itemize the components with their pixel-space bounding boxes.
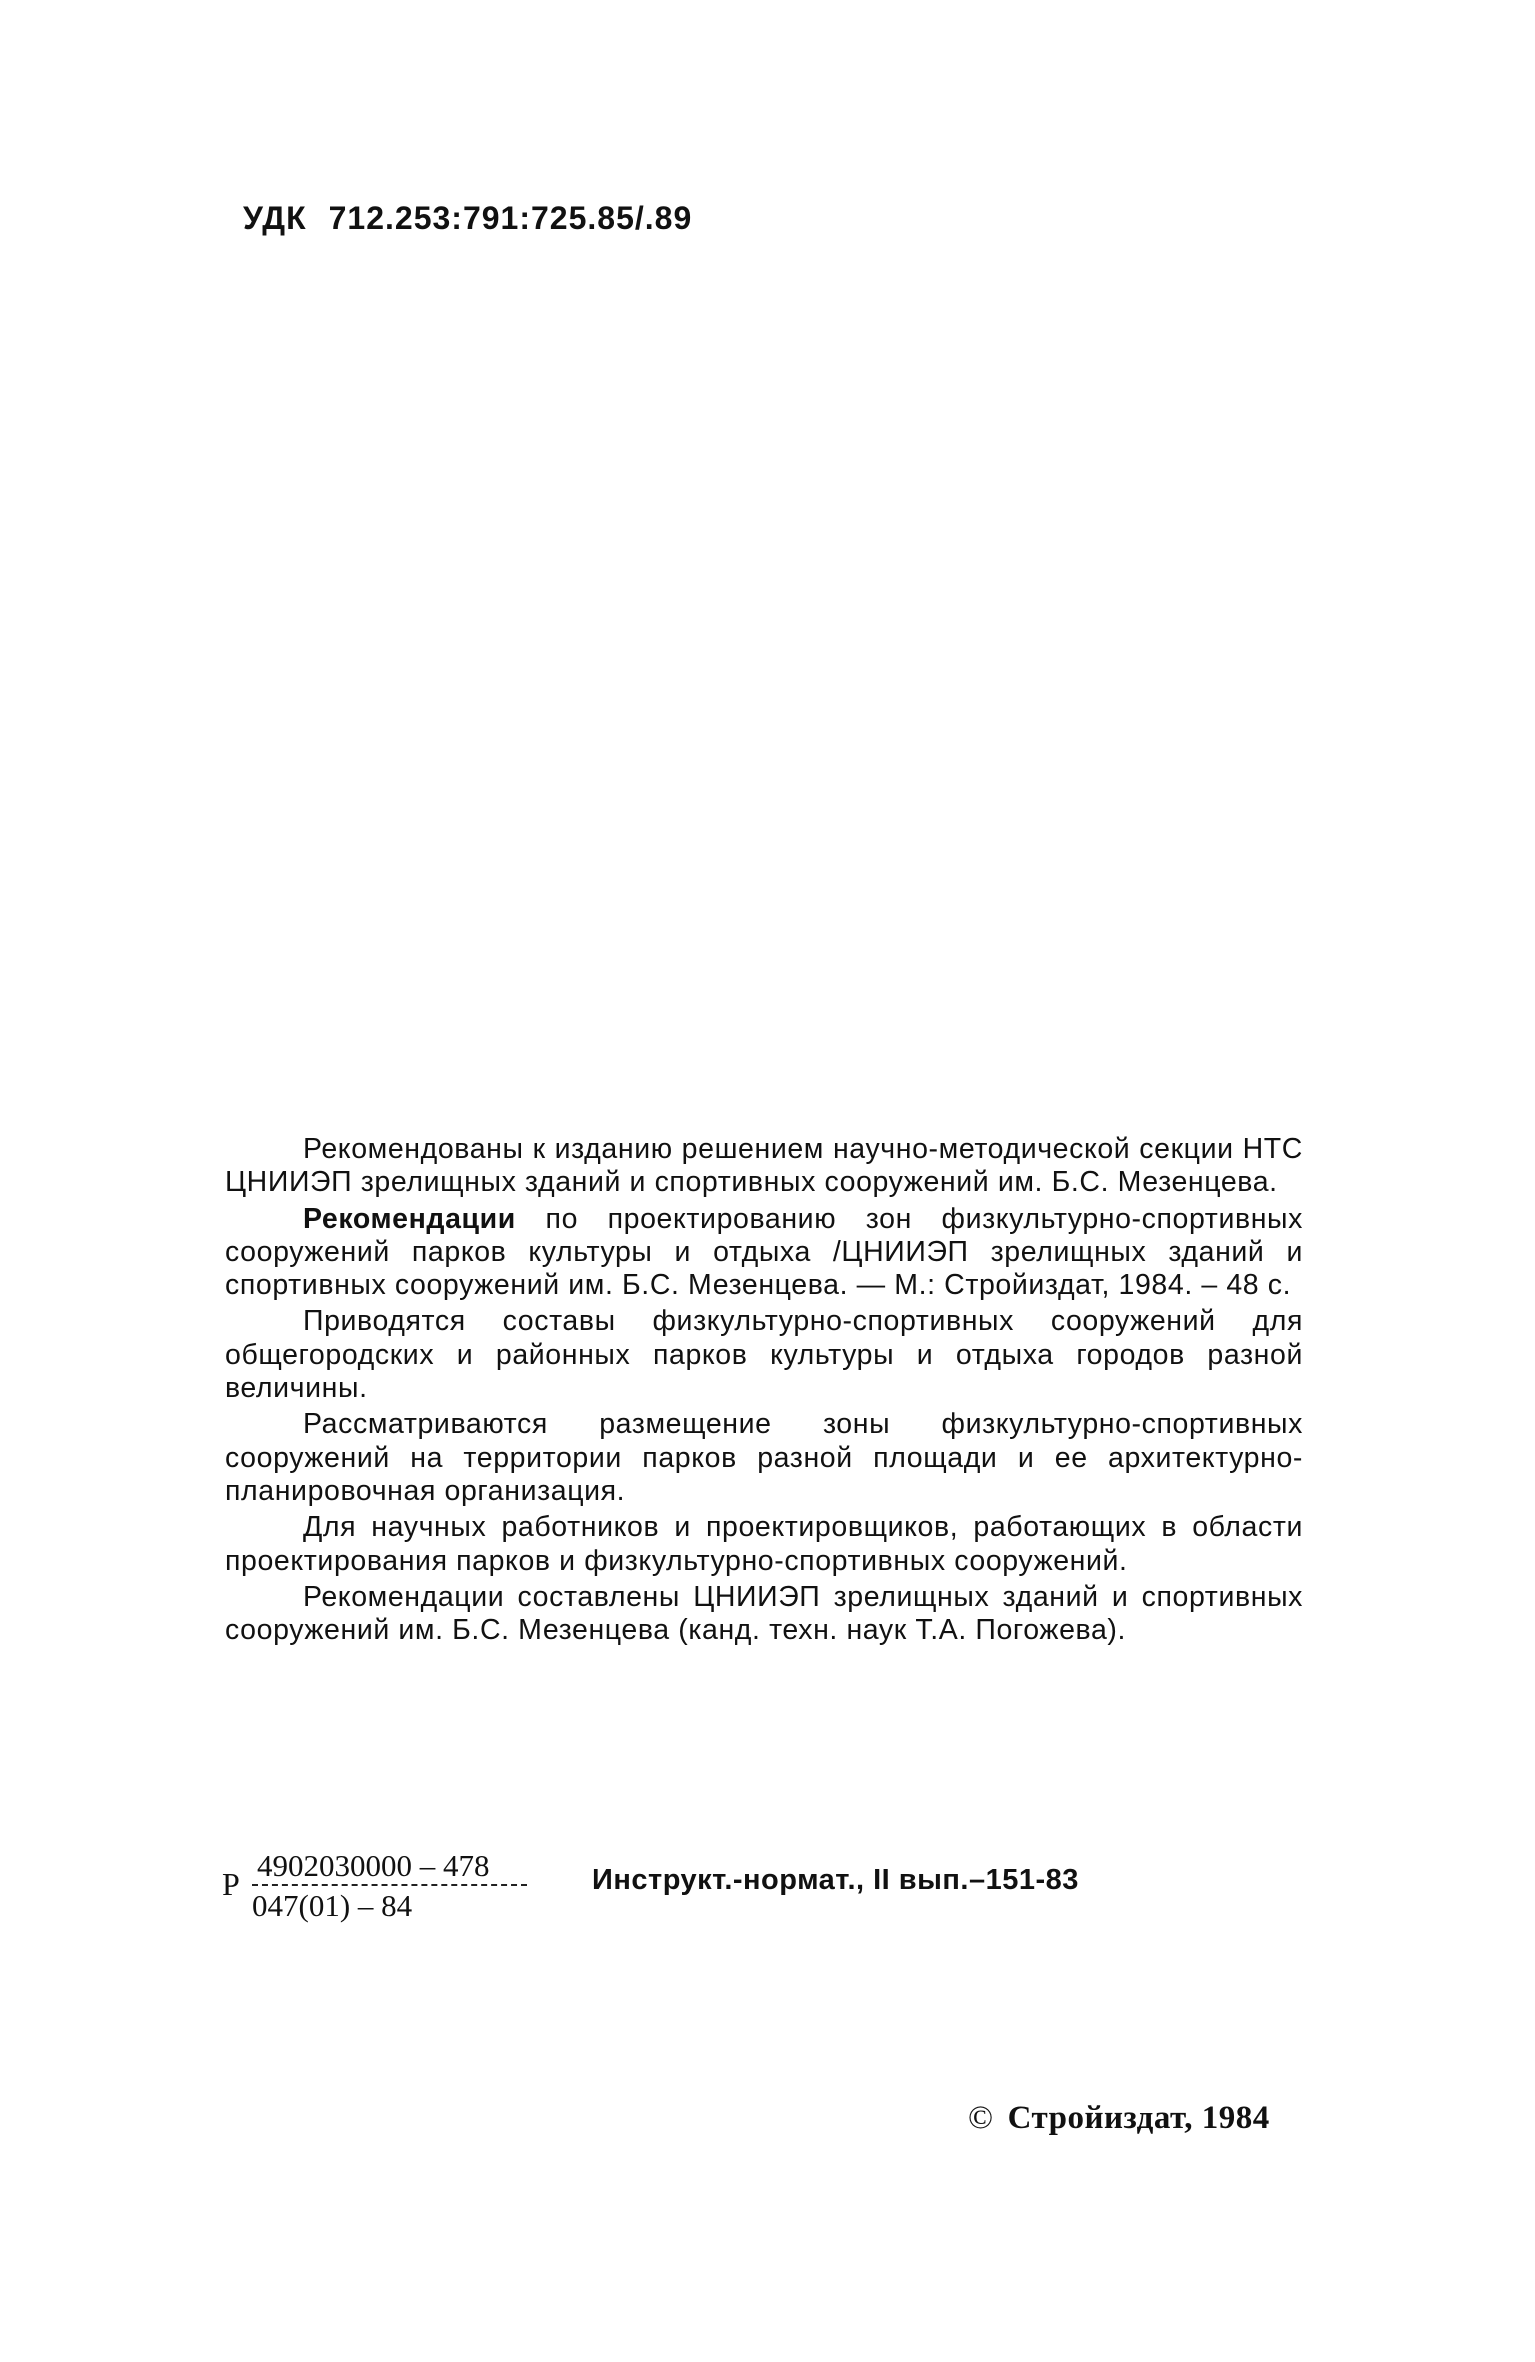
copyright-text: Стройиздат, 1984 — [1007, 2100, 1270, 2136]
catalog-denominator: 047(01) – 84 — [252, 1888, 413, 1923]
citation-paragraph — [225, 1203, 1303, 1303]
citation-details: по проектированию зон физкультурно-спортивных сооружений парков культуры и отдыха /ЦНИИЭП зрелищных зданий и спортивных сооружений им. Б.С. Мезенцева. — М.: Стройиздат, 1984. – 48 с. — [225, 1202, 1303, 1302]
catalog-index — [222, 1848, 1322, 1928]
authors-paragraph: Рекомендации составлены ЦНИИЭП зрелищных зданий и спортивных сооружений им. Б.С. Мезенцева (канд. техн. наук Т.А. Погожева). — [225, 1580, 1303, 1647]
catalog-series: Инструкт.-нормат., II вып.–151-83 — [592, 1864, 1079, 1896]
udc-classification — [243, 200, 692, 237]
audience-paragraph: Для научных работников и проектировщиков, работающих в области проектирования парков и физкультурно-спортивных сооружений. — [225, 1511, 1303, 1577]
recommendation-paragraph: Рекомендованы к изданию решением научно-методической секции НТС ЦНИИЭП зрелищных зданий и спортивных сооружений им. Б.С. Мезенцева. — [225, 1133, 1303, 1199]
placement-paragraph: Рассматриваются размещение зоны физкультурно-спортивных сооружений на территории парков разной площади и ее архитектурно-планировочная организация. — [225, 1408, 1303, 1507]
catalog-numerator: 4902030000 – 478 — [257, 1848, 490, 1883]
abstract-block — [225, 1133, 1303, 1647]
citation-title: Рекомендации — [303, 1202, 516, 1235]
copyright-notice — [968, 2100, 1270, 2137]
fraction-line — [252, 1884, 527, 1886]
copyright-icon: © — [968, 2100, 994, 2136]
catalog-prefix: Р — [222, 1866, 240, 1902]
udc-code: 712.253:791:725.85/.89 — [328, 200, 693, 236]
udc-label: УДК — [243, 200, 307, 236]
compositions-paragraph: Приводятся составы физкультурно-спортивных сооружений для общегородских и районных парков культуры и отдыха городов разной величины. — [225, 1305, 1303, 1405]
